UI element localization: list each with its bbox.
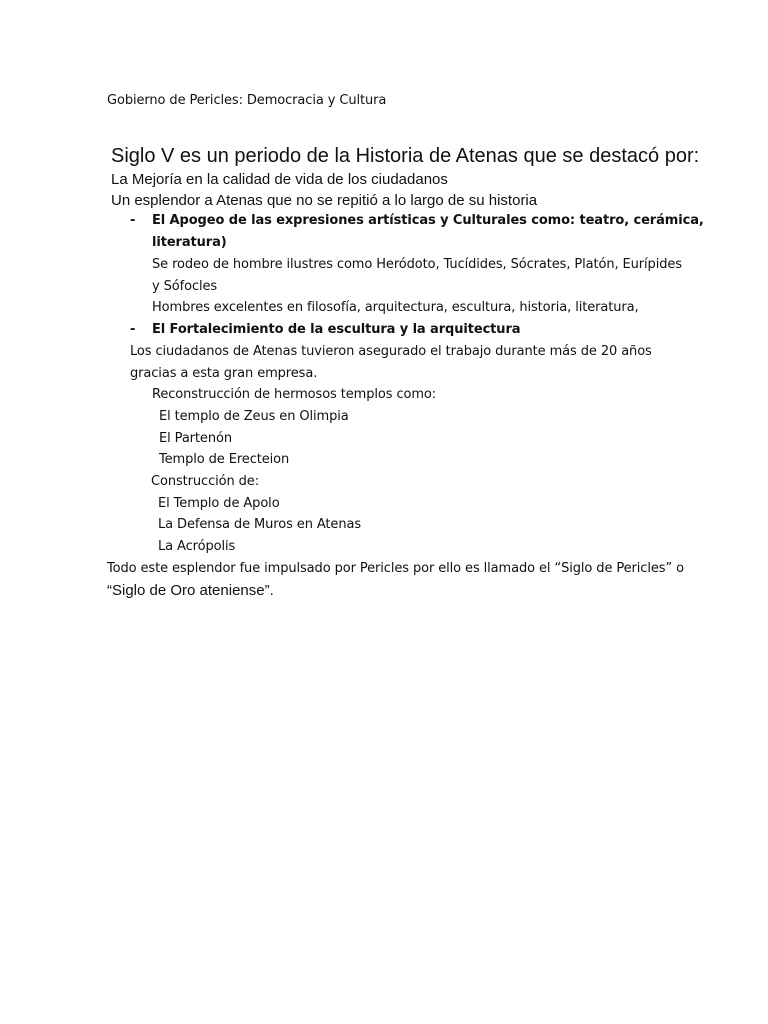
bullet-body-line: y Sófocles [152,279,218,294]
bullet-body-line: Se rodeo de hombre ilustres como Heródoto, Tucídides, Sócrates, Platón, Eurípides [152,257,682,272]
bullet-title: El Fortalecimiento de la escultura y la arquitectura [152,322,521,337]
paragraph-line: gracias a esta gran empresa. [130,366,318,381]
section-heading: Siglo V es un periodo de la Historia de Atenas que se destacó por: [111,145,700,167]
document-header: Gobierno de Pericles: Democracia y Cultura [107,93,387,108]
bullet-marker: - [130,322,136,337]
bullet-title: literatura) [152,235,227,250]
closing-line: Todo este esplendor fue impulsado por Pericles por ello es llamado el “Siglo de Pericles” o [107,561,684,576]
bullet-body-line: Hombres excelentes en filosofía, arquitectura, escultura, historia, literatura, [152,300,639,315]
list-item: La Defensa de Muros en Atenas [158,517,361,532]
list-item: El templo de Zeus en Olimpia [159,409,349,424]
bullet-marker: - [130,213,136,228]
list-item: Templo de Erecteion [159,452,290,467]
reconstruction-label: Reconstrucción de hermosos templos como: [152,387,437,402]
list-item: El Templo de Apolo [158,496,280,511]
bullet-title: El Apogeo de las expresiones artísticas y Culturales como: teatro, cerámica, [152,213,704,228]
closing-line: “Siglo de Oro ateniense”. [107,582,274,599]
paragraph-line: Los ciudadanos de Atenas tuvieron asegurado el trabajo durante más de 20 años [130,344,652,359]
intro-line: Un esplendor a Atenas que no se repitió a lo largo de su historia [111,192,538,209]
construction-label: Construcción de: [151,474,259,489]
list-item: La Acrópolis [158,539,236,554]
intro-line: La Mejoría en la calidad de vida de los ciudadanos [111,171,448,188]
list-item: El Partenón [159,431,232,446]
